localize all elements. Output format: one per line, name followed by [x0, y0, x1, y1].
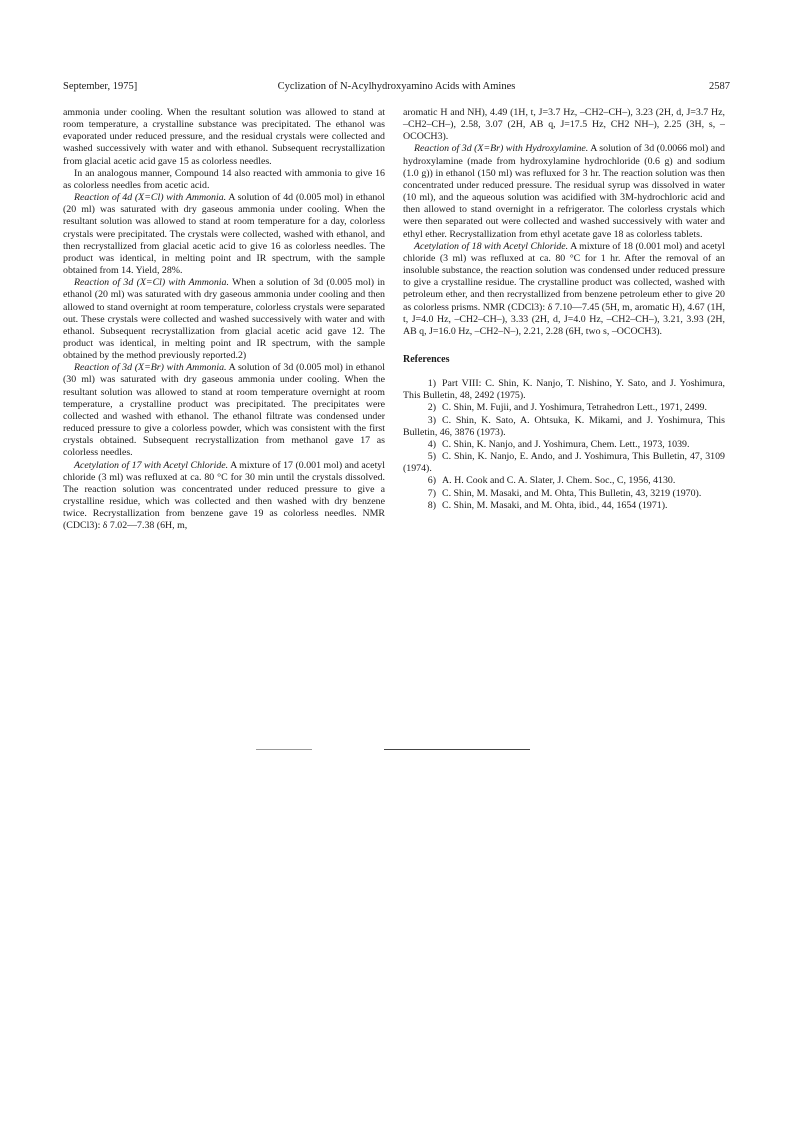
- running-header: [63, 80, 730, 94]
- references-list: [403, 378, 725, 512]
- references-heading: References: [403, 353, 450, 365]
- section-heading: Acetylation of 18 with Acetyl Chloride.: [414, 240, 569, 252]
- reference-item: 7) C. Shin, M. Masaki, and M. Ohta, This Bulletin, 43, 3219 (1970).: [427, 487, 702, 499]
- reference-item: 6) A. H. Cook and C. A. Slater, J. Chem. Soc., C, 1956, 4130.: [427, 475, 676, 487]
- left-column: [63, 107, 385, 532]
- reference-item: 4) C. Shin, K. Nanjo, and J. Yoshimura, Chem. Lett., 1973, 1039.: [427, 438, 690, 450]
- paragraph: Acetylation of 18 with Acetyl Chloride. A mixture of 18 (0.001 mol) and acetyl chloride (3 ml) was refluxed at ca. 80 °C for 1 hr. After the removal of an insoluble substance, the reaction solution was condensed under reduced pressure to give a crystalline residue. The crystalline product was collected, washed with petroleum ether, and then recrystallized from benzene petroleum ether to give 20 as colorless prisms. NMR (CDCl3): δ 7.10—7.45 (5H, m, aromatic H), 4.67 (1H, t, J=4.0 Hz, –CH2–CH–), 3.33 (2H, d, J=4.0 Hz, –CH2–CH–), 3.21, 3.93 (2H, AB q, J=16.0 Hz, –CH2–N–), 2.21, 2.28 (6H, two s, –OCOCH3).: [403, 240, 725, 337]
- paragraph: Reaction of 4d (X=Cl) with Ammonia. A solution of 4d (0.005 mol) in ethanol (20 ml) was saturated with dry gaseous ammonia under cooling. When the resultant solution was allowed to stand at room temperature for a day, colorless crystals were precipitated. The crystals were collected, washed with ethanol, and then recrystallized from glacial acetic acid to give 16 as colorless needles. The product was identical, in melting point and IR spectrum, with the sample obtained from 14. Yield, 28%.: [63, 192, 385, 277]
- section-heading: Reaction of 4d (X=Cl) with Ammonia.: [74, 192, 227, 204]
- reference-item: 3) C. Shin, K. Sato, A. Ohtsuka, K. Mikami, and J. Yoshimura, This Bulletin, 46, 3876 (1973).: [403, 414, 725, 438]
- right-column: [403, 107, 725, 512]
- end-rule-short: [256, 749, 312, 750]
- reference-item: 1) Part VIII: C. Shin, K. Nanjo, T. Nishino, Y. Sato, and J. Yoshimura, This Bulletin, 48, 2492 (1975).: [403, 378, 725, 402]
- section-heading: Reaction of 3d (X=Cl) with Ammonia.: [74, 277, 229, 289]
- end-rule-long: [384, 749, 530, 750]
- paragraph: aromatic H and NH), 4.49 (1H, t, J=3.7 Hz, –CH2–CH–), 3.23 (2H, d, J=3.7 Hz, –CH2–CH–), 2.58, 3.07 (2H, AB q, J=17.5 Hz, CH2 NH–), 2.25 (3H, s, –OCOCH3).: [403, 107, 725, 143]
- paragraph: In an analogous manner, Compound 14 also reacted with ammonia to give 16 as colorless needles from acetic acid.: [63, 167, 385, 191]
- header-date: September, 1975]: [63, 81, 138, 92]
- section-heading: Reaction of 3d (X=Br) with Hydroxylamine.: [414, 143, 589, 155]
- reference-item: 5) C. Shin, K. Nanjo, E. Ando, and J. Yoshimura, This Bulletin, 47, 3109 (1974).: [403, 451, 725, 475]
- header-title: Cyclization of N-Acylhydroxyamino Acids with Amines: [277, 81, 516, 92]
- paragraph: Acetylation of 17 with Acetyl Chloride. A mixture of 17 (0.001 mol) and acetyl chloride (3 ml) was refluxed at ca. 80 °C for 30 min until the crystals dissolved. The reaction solution was concentrated under reduced pressure to give a crystalline residue, which was collected and then washed with dry benzene twice. Recrystallization from benzene gave 19 as colorless needles. NMR (CDCl3): δ 7.02—7.38 (6H, m,: [63, 459, 385, 532]
- header-page-number: 2587: [709, 81, 730, 92]
- section-heading: Acetylation of 17 with Acetyl Chloride.: [74, 459, 229, 471]
- paragraph: Reaction of 3d (X=Br) with Ammonia. A solution of 3d (0.005 mol) in ethanol (30 ml) was saturated with dry gaseous ammonia under cooling. When the resultant solution was allowed to stand at room temperature overnight at room temperature, a crystalline product was precipitated. The precipitates were collected and washed with ethanol. The ethanol filtrate was condensed under reduced pressure to give a colorless powder, which was consistent with the first crystals obtained. Subsequent recrystallization from methanol gave 17 as colorless needles.: [63, 362, 385, 459]
- paragraph: Reaction of 3d (X=Cl) with Ammonia. When a solution of 3d (0.005 mol) in ethanol (20 ml) was saturated with dry gaseous ammonia under cooling and then allowed to stand overnight at room temperature, colorless crystals were separated out. These crystals were collected and washed successively with water and with ethanol. Subsequent recrystallization from glacial acetic acid gave 12. The product was identical, in melting point and IR spectrum, with the sample obtained by the method previously reported.2): [63, 277, 385, 362]
- reference-item: 2) C. Shin, M. Fujii, and J. Yoshimura, Tetrahedron Lett., 1971, 2499.: [427, 402, 707, 414]
- section-heading: Reaction of 3d (X=Br) with Ammonia.: [74, 362, 227, 374]
- paragraph: ammonia under cooling. When the resultant solution was allowed to stand at room temperature, a crystalline substance was precipitated. The ethanol was evaporated under reduced pressure, and the residual crystals were collected and washed successively with water and with ethanol. Subsequent recrystallization from glacial acetic acid gave 15 as colorless needles.: [63, 107, 385, 167]
- reference-item: 8) C. Shin, M. Masaki, and M. Ohta, ibid., 44, 1654 (1971).: [427, 499, 668, 511]
- paragraph: Reaction of 3d (X=Br) with Hydroxylamine. A solution of 3d (0.0066 mol) and hydroxylamine (made from hydroxylamine hydrochloride (0.6 g) and sodium (1.0 g)) in ethanol (150 ml) was refluxed for 3 hr. The reaction solution was then concentrated under reduced pressure. The residual syrup was dissolved in water (10 ml), and the aqueous solution was acidified with 3M-hydrochloric acid and then allowed to stand overnight in a refrigerator. The colorless crystals which were then separated out were collected and washed successively with water and ethyl ether. Recrystallization from ethyl acetate gave 18 as colorless tablets.: [403, 143, 725, 240]
